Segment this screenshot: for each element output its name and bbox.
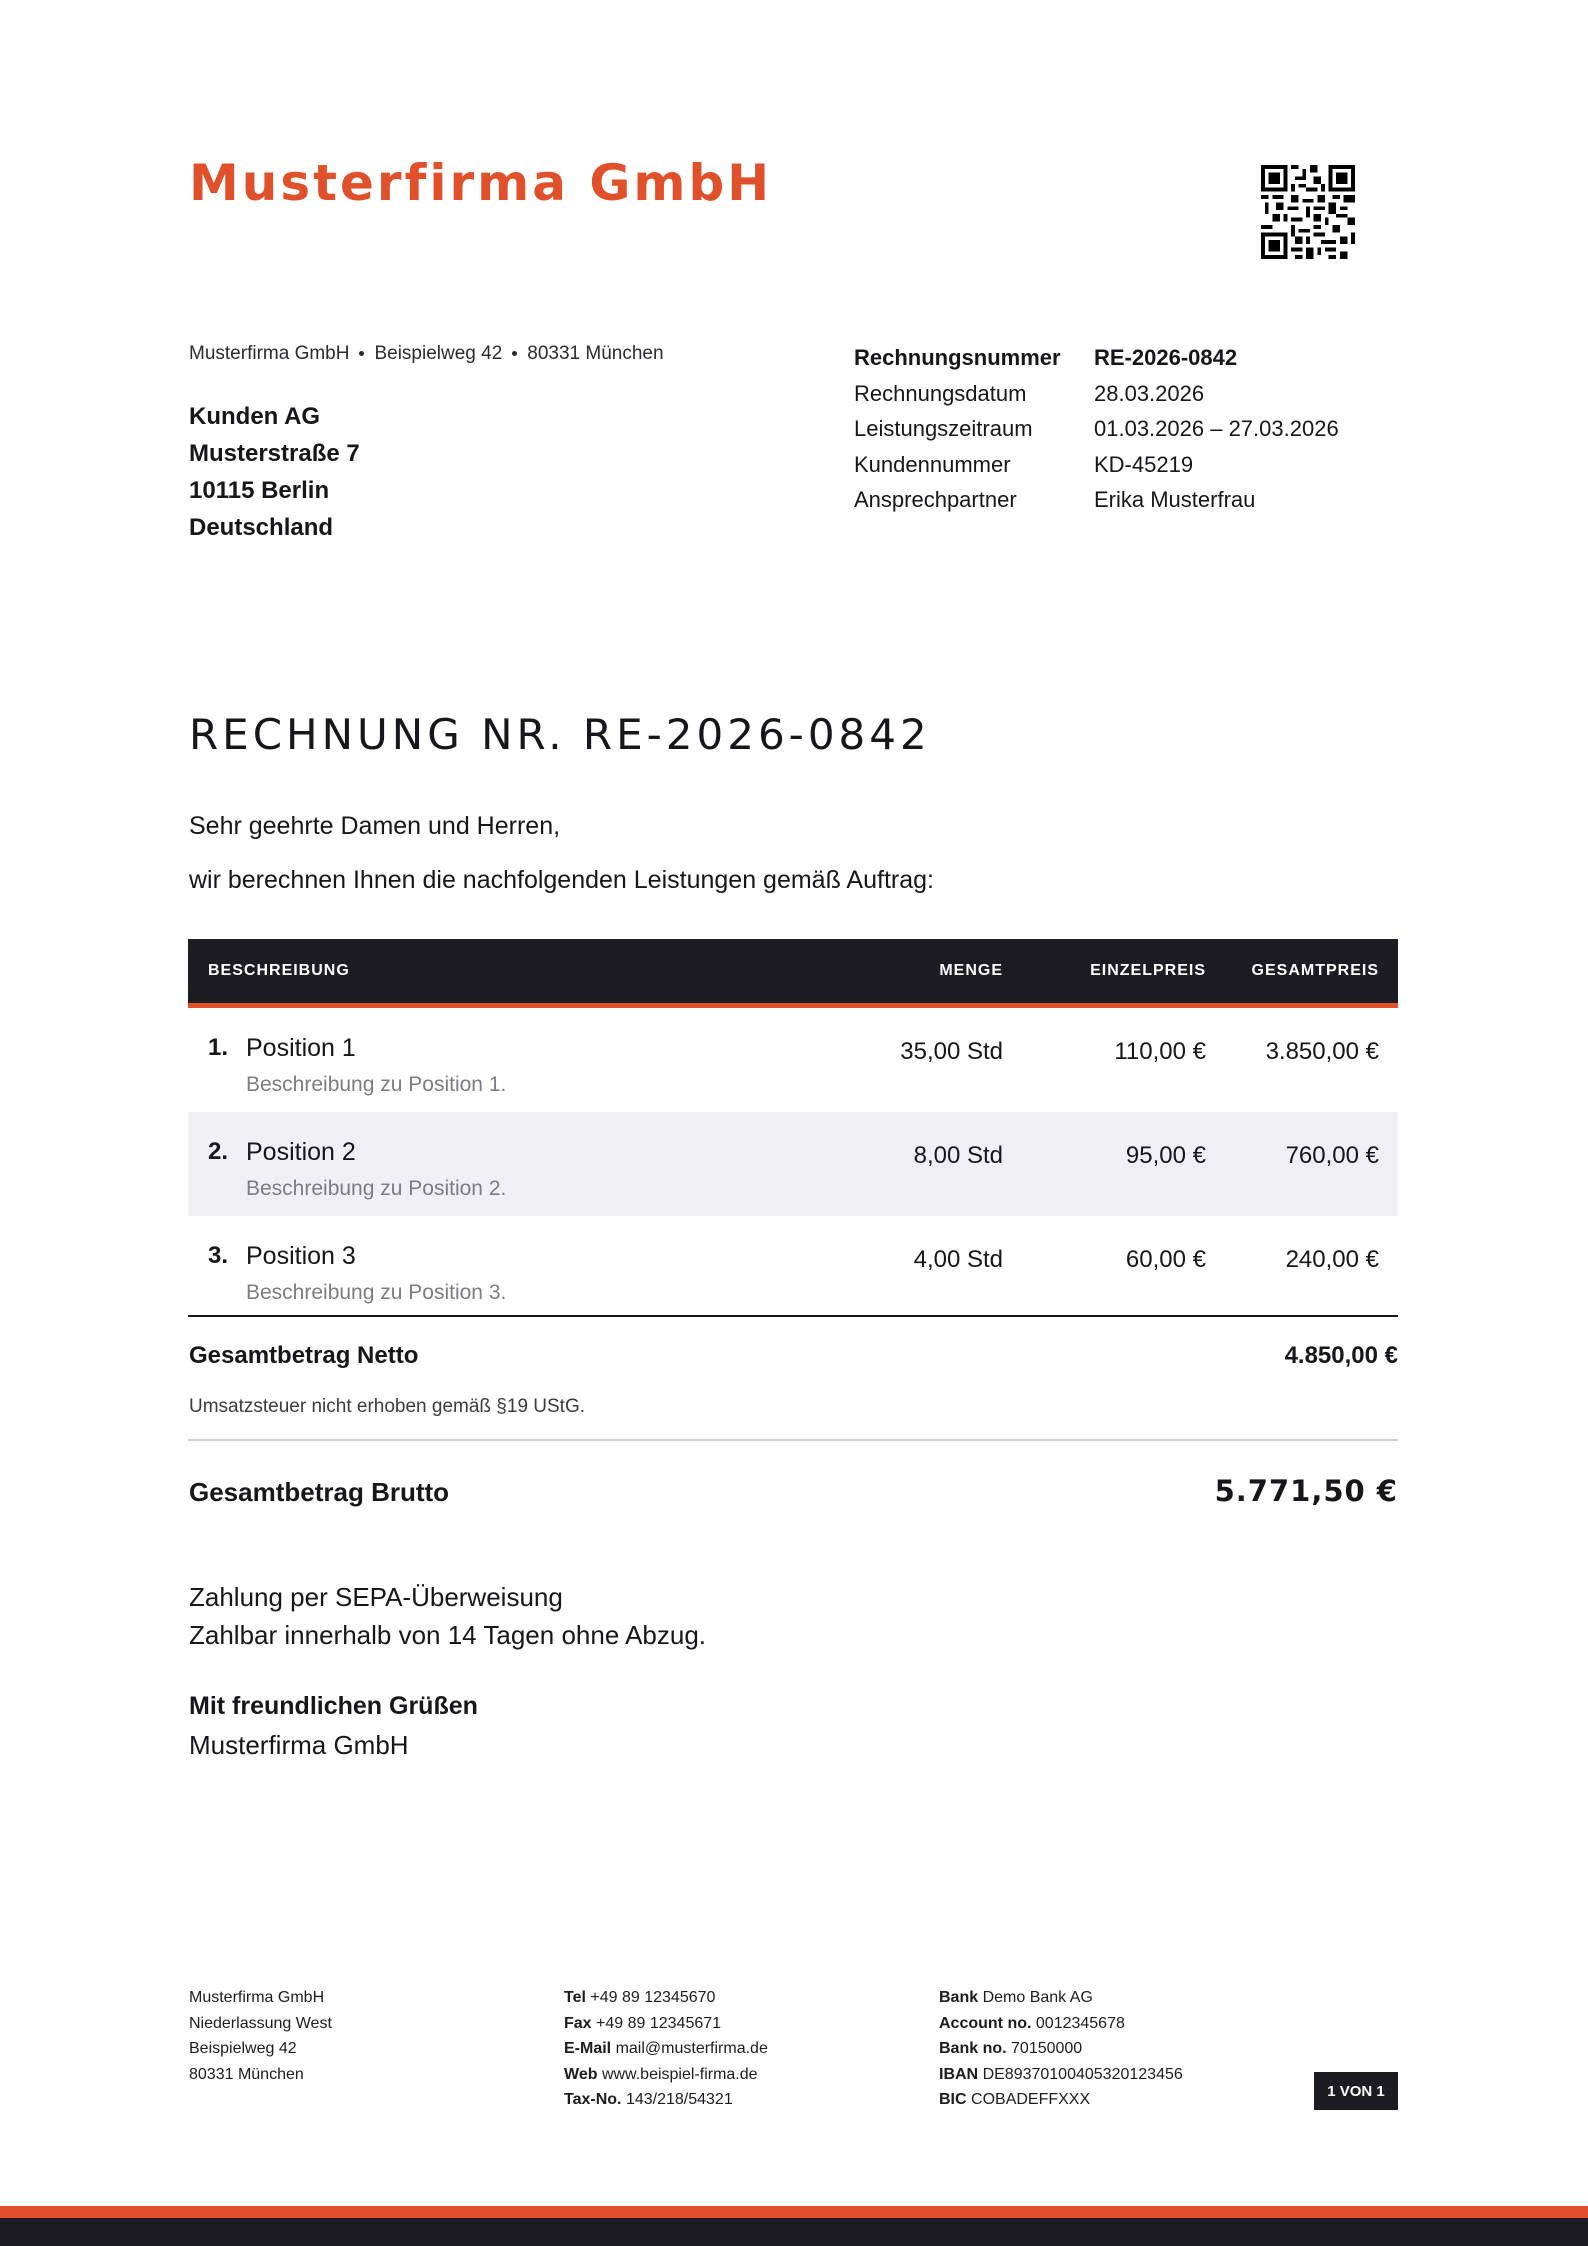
header-unit-price: EINZELPREIS [1090, 962, 1206, 979]
table-header [188, 939, 1398, 1008]
gross-total-value: 5.771,50 € [1214, 1474, 1398, 1508]
footer-key: Tax-No. [564, 2091, 622, 2108]
row-subtext: Beschreibung zu Position 3. [246, 1281, 507, 1304]
footer-line: 80331 München [189, 2065, 304, 2083]
meta-key: Kundennummer [854, 451, 1011, 477]
meta-value: 01.03.2026 – 27.03.2026 [1094, 416, 1339, 441]
footer-line [939, 2087, 1183, 2113]
recipient-line: Musterstraße 7 [189, 440, 360, 467]
table-row [188, 1112, 1398, 1216]
footer-key: Web [564, 2065, 598, 2083]
row-description-cell [188, 1138, 843, 1201]
salutation: Sehr geehrte Damen und Herren, [189, 812, 561, 840]
meta-key: Ansprechpartner [854, 487, 1017, 512]
row-unit-price: 95,00 € [1125, 1142, 1206, 1169]
payment-method: Zahlung per SEPA-Überweisung [189, 1582, 563, 1612]
meta-row-service-period [854, 411, 1339, 447]
row-subtext: Beschreibung zu Position 1. [246, 1073, 507, 1096]
payment-terms: Zahlbar innerhalb von 14 Tagen ohne Abzug. [189, 1620, 707, 1650]
footer-line [939, 2011, 1183, 2037]
sender-company: Musterfirma GmbH [189, 343, 350, 364]
row-name: Position 3 [246, 1242, 356, 1270]
row-number: 2. [208, 1138, 229, 1165]
sender-address-line [189, 343, 664, 365]
header-quantity: MENGE [939, 962, 1003, 979]
footer-value: COBADEFFXXX [971, 2091, 1091, 2108]
closing-company: Musterfirma GmbH [189, 1730, 409, 1760]
header-description: BESCHREIBUNG [208, 962, 350, 979]
meta-row-invoice-date [854, 376, 1339, 412]
footer-line [939, 2036, 1183, 2062]
footer-line: Musterfirma GmbH [189, 1989, 325, 2006]
tax-note: Umsatzsteuer nicht erhoben gemäß §19 UStG. [189, 1396, 586, 1417]
recipient-line: 10115 Berlin [189, 477, 330, 504]
row-number: 1. [208, 1034, 229, 1061]
footer-accent-bar [0, 2206, 1588, 2218]
meta-value: 28.03.2026 [1094, 380, 1205, 406]
footer-bank [939, 1985, 1183, 2113]
footer-line: Niederlassung West [189, 2014, 332, 2032]
footer-line: Beispielweg 42 [189, 2040, 297, 2057]
footer-line [564, 2011, 768, 2037]
footer-key: E-Mail [564, 2040, 612, 2057]
footer-line [564, 2062, 768, 2088]
meta-key: Rechnungsnummer [854, 345, 1061, 370]
meta-value: Erika Musterfrau [1094, 487, 1256, 512]
footer-key: Bank no. [939, 2040, 1007, 2057]
invoice-title: RECHNUNG NR. RE-2026-0842 [189, 710, 931, 759]
footer-contact [564, 1985, 768, 2113]
footer-value: 0012345678 [1035, 2014, 1125, 2032]
qr-code-icon [1261, 165, 1355, 259]
row-text [246, 1242, 506, 1305]
separator-dot [512, 351, 517, 356]
net-total-value: 4.850,00 € [1284, 1342, 1398, 1369]
intro-text: wir berechnen Ihnen die nachfolgenden Leistungen gemäß Auftrag: [189, 866, 934, 894]
row-unit-price: 60,00 € [1125, 1246, 1206, 1273]
recipient-line: Kunden AG [189, 403, 321, 430]
line-items-table [188, 939, 1398, 1320]
closing-greeting: Mit freundlichen Grüßen [189, 1692, 478, 1720]
footer-key: Account no. [939, 2014, 1032, 2032]
footer-value: mail@musterfirma.de [615, 2040, 768, 2057]
row-description-cell [188, 1242, 843, 1305]
meta-value: RE-2026-0842 [1094, 345, 1238, 370]
meta-row-customer-number [854, 447, 1339, 483]
footer-value: 143/218/54321 [625, 2091, 733, 2108]
sender-city: 80331 München [527, 343, 664, 364]
footer-key: BIC [939, 2091, 967, 2108]
footer-key: Bank [939, 1989, 979, 2006]
row-quantity: 8,00 Std [913, 1142, 1003, 1169]
row-text [246, 1138, 506, 1201]
totals-divider [188, 1439, 1398, 1441]
meta-value: KD-45219 [1094, 451, 1194, 477]
row-number: 3. [208, 1242, 229, 1269]
footer-value: +49 89 12345671 [596, 2014, 722, 2032]
row-total-price: 3.850,00 € [1265, 1038, 1379, 1065]
sender-street: Beispielweg 42 [374, 343, 503, 364]
row-total-price: 240,00 € [1285, 1246, 1379, 1273]
row-quantity: 4,00 Std [913, 1246, 1003, 1273]
row-name: Position 2 [246, 1138, 356, 1166]
footer-line [564, 1985, 768, 2011]
table-row [188, 1216, 1398, 1320]
footer-key: Tel [564, 1989, 586, 2006]
header-total-price: GESAMTPREIS [1251, 962, 1379, 979]
footer-address [189, 1985, 332, 2087]
footer-key: Fax [564, 2014, 592, 2032]
page-number-badge: 1 VON 1 [1314, 2072, 1398, 2110]
footer-line [939, 2062, 1183, 2088]
footer-line [564, 2036, 768, 2062]
footer-value: Demo Bank AG [982, 1989, 1093, 2006]
footer-key: IBAN [939, 2065, 979, 2083]
invoice-meta [854, 340, 1339, 518]
separator-dot [359, 351, 364, 356]
meta-row-invoice-number [854, 340, 1339, 376]
footer-dark-bar [0, 2218, 1588, 2246]
row-total-price: 760,00 € [1285, 1142, 1379, 1169]
row-description-cell [188, 1034, 843, 1097]
company-logo-text: Musterfirma GmbH [189, 154, 773, 212]
meta-row-contact-person [854, 482, 1339, 518]
net-total-label: Gesamtbetrag Netto [189, 1342, 419, 1369]
row-unit-price: 110,00 € [1114, 1038, 1206, 1065]
table-bottom-rule [188, 1315, 1398, 1317]
row-name: Position 1 [246, 1034, 356, 1062]
gross-total-label: Gesamtbetrag Brutto [189, 1477, 450, 1507]
footer-value: www.beispiel-firma.de [601, 2065, 758, 2083]
meta-key: Leistungszeitraum [854, 416, 1033, 441]
table-row [188, 1008, 1398, 1112]
footer-value: 70150000 [1011, 2040, 1083, 2057]
footer-value: DE89370100405320123456 [982, 2065, 1183, 2083]
row-quantity: 35,00 Std [900, 1038, 1003, 1065]
footer-line [939, 1985, 1183, 2011]
footer-value: +49 89 12345670 [590, 1989, 716, 2006]
recipient-line: Deutschland [189, 514, 334, 541]
footer-line [564, 2087, 768, 2113]
row-subtext: Beschreibung zu Position 2. [246, 1177, 507, 1200]
row-text [246, 1034, 506, 1097]
meta-key: Rechnungsdatum [854, 380, 1027, 406]
recipient-address [189, 398, 360, 546]
